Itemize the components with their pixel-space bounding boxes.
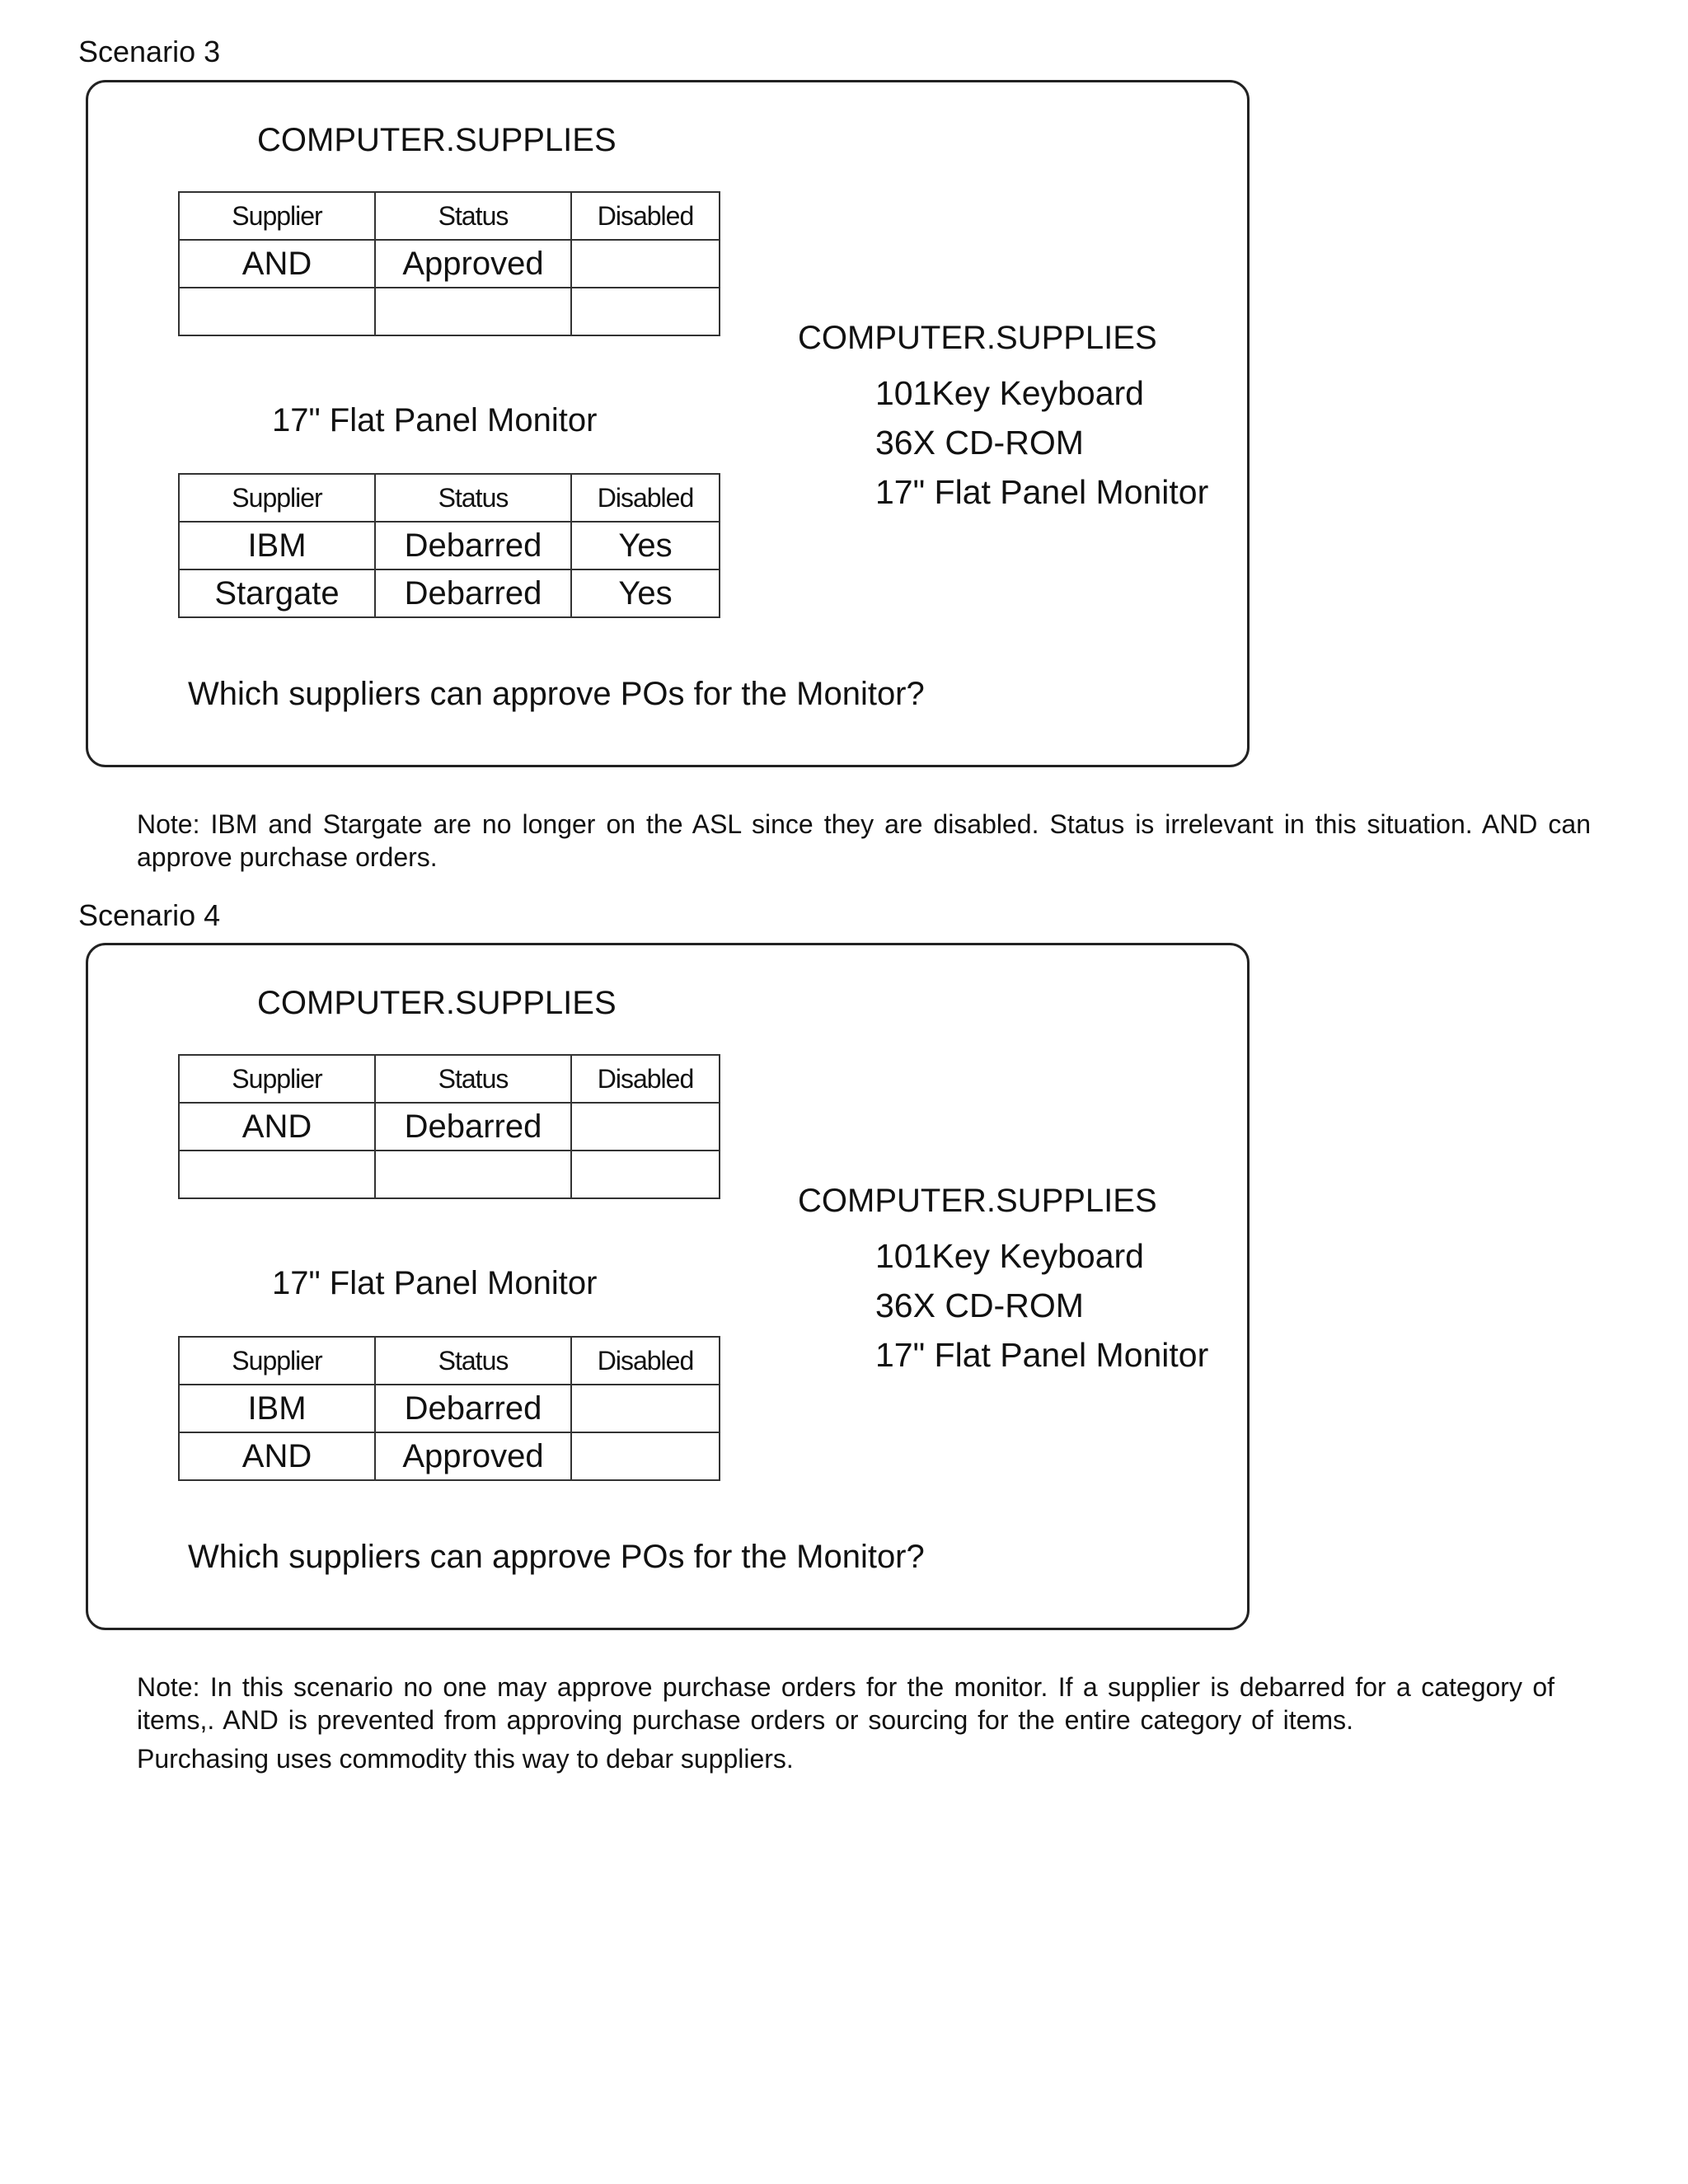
disabled-cell — [571, 1432, 720, 1480]
hierarchy-item: 36X CD-ROM — [875, 1286, 1084, 1324]
scenario-4-label: Scenario 4 — [78, 898, 221, 932]
column-header-supplier: Supplier — [179, 474, 375, 522]
status-cell: Debarred — [375, 1385, 571, 1432]
item-supplier-table — [178, 1336, 720, 1481]
hierarchy-title: COMPUTER.SUPPLIES — [798, 320, 1157, 356]
scenario-4-note-continued — [137, 1704, 1353, 1736]
column-header-status: Status — [375, 1337, 571, 1385]
column-header-status: Status — [375, 192, 571, 240]
item-title: 17" Flat Panel Monitor — [272, 1265, 598, 1301]
hierarchy-item: 101Key Keyboard — [875, 374, 1144, 412]
category-supplier-table — [178, 1054, 720, 1199]
column-header-supplier: Supplier — [179, 1055, 375, 1103]
note-line: items,. AND is prevented from approving purchase orders or sourcing for the entire category of items. — [137, 1705, 1353, 1735]
status-cell — [375, 1151, 571, 1198]
supplier-cell: AND — [179, 1103, 375, 1151]
table-row — [179, 569, 720, 617]
status-cell: Approved — [375, 1432, 571, 1480]
supplier-cell: AND — [179, 1432, 375, 1480]
item-title: 17" Flat Panel Monitor — [272, 402, 598, 438]
column-header-supplier: Supplier — [179, 1337, 375, 1385]
hierarchy-item: 101Key Keyboard — [875, 1237, 1144, 1275]
column-header-disabled: Disabled — [571, 1055, 720, 1103]
status-cell: Approved — [375, 240, 571, 288]
question-text: Which suppliers can approve POs for the Monitor? — [188, 676, 925, 712]
supplier-cell: Stargate — [179, 569, 375, 617]
supplier-cell: IBM — [179, 1385, 375, 1432]
table-row — [179, 522, 720, 569]
supplier-cell: AND — [179, 240, 375, 288]
table-row — [179, 1151, 720, 1198]
question-text: Which suppliers can approve POs for the Monitor? — [188, 1539, 925, 1575]
category-title: COMPUTER.SUPPLIES — [257, 985, 617, 1021]
category-supplier-table — [178, 191, 720, 336]
hierarchy-item: 17" Flat Panel Monitor — [875, 473, 1209, 511]
disabled-cell — [571, 288, 720, 335]
column-header-disabled: Disabled — [571, 192, 720, 240]
disabled-cell — [571, 1103, 720, 1151]
item-supplier-table — [178, 473, 720, 618]
table-row — [179, 240, 720, 288]
table-row — [179, 288, 720, 335]
table-row — [179, 1385, 720, 1432]
scenario-3-note — [137, 808, 1591, 874]
column-header-supplier: Supplier — [179, 192, 375, 240]
scenario-3-label: Scenario 3 — [78, 35, 221, 68]
supplier-cell — [179, 288, 375, 335]
supplier-cell — [179, 1151, 375, 1198]
purchasing-note: Purchasing uses commodity this way to debar suppliers. — [137, 1744, 794, 1774]
status-cell: Debarred — [375, 1103, 571, 1151]
table-row — [179, 1432, 720, 1480]
disabled-cell — [571, 1385, 720, 1432]
disabled-cell — [571, 240, 720, 288]
column-header-disabled: Disabled — [571, 474, 720, 522]
hierarchy-title: COMPUTER.SUPPLIES — [798, 1183, 1157, 1219]
hierarchy-item: 36X CD-ROM — [875, 424, 1084, 462]
column-header-status: Status — [375, 1055, 571, 1103]
column-header-status: Status — [375, 474, 571, 522]
category-title: COMPUTER.SUPPLIES — [257, 122, 617, 158]
status-cell: Debarred — [375, 522, 571, 569]
status-cell: Debarred — [375, 569, 571, 617]
hierarchy-item: 17" Flat Panel Monitor — [875, 1336, 1209, 1374]
table-row — [179, 1103, 720, 1151]
disabled-cell: Yes — [571, 569, 720, 617]
scenario-4-note — [137, 1671, 1554, 1704]
note-line: approve purchase orders. — [137, 842, 438, 872]
column-header-disabled: Disabled — [571, 1337, 720, 1385]
supplier-cell: IBM — [179, 522, 375, 569]
disabled-cell: Yes — [571, 522, 720, 569]
disabled-cell — [571, 1151, 720, 1198]
note-line: Note: IBM and Stargate are no longer on the ASL since they are disabled. Status is irrelevant in this situation. AND can — [137, 809, 1591, 839]
note-line: Note: In this scenario no one may approve purchase orders for the monitor. If a supplier is debarred for a category of — [137, 1672, 1554, 1702]
status-cell — [375, 288, 571, 335]
